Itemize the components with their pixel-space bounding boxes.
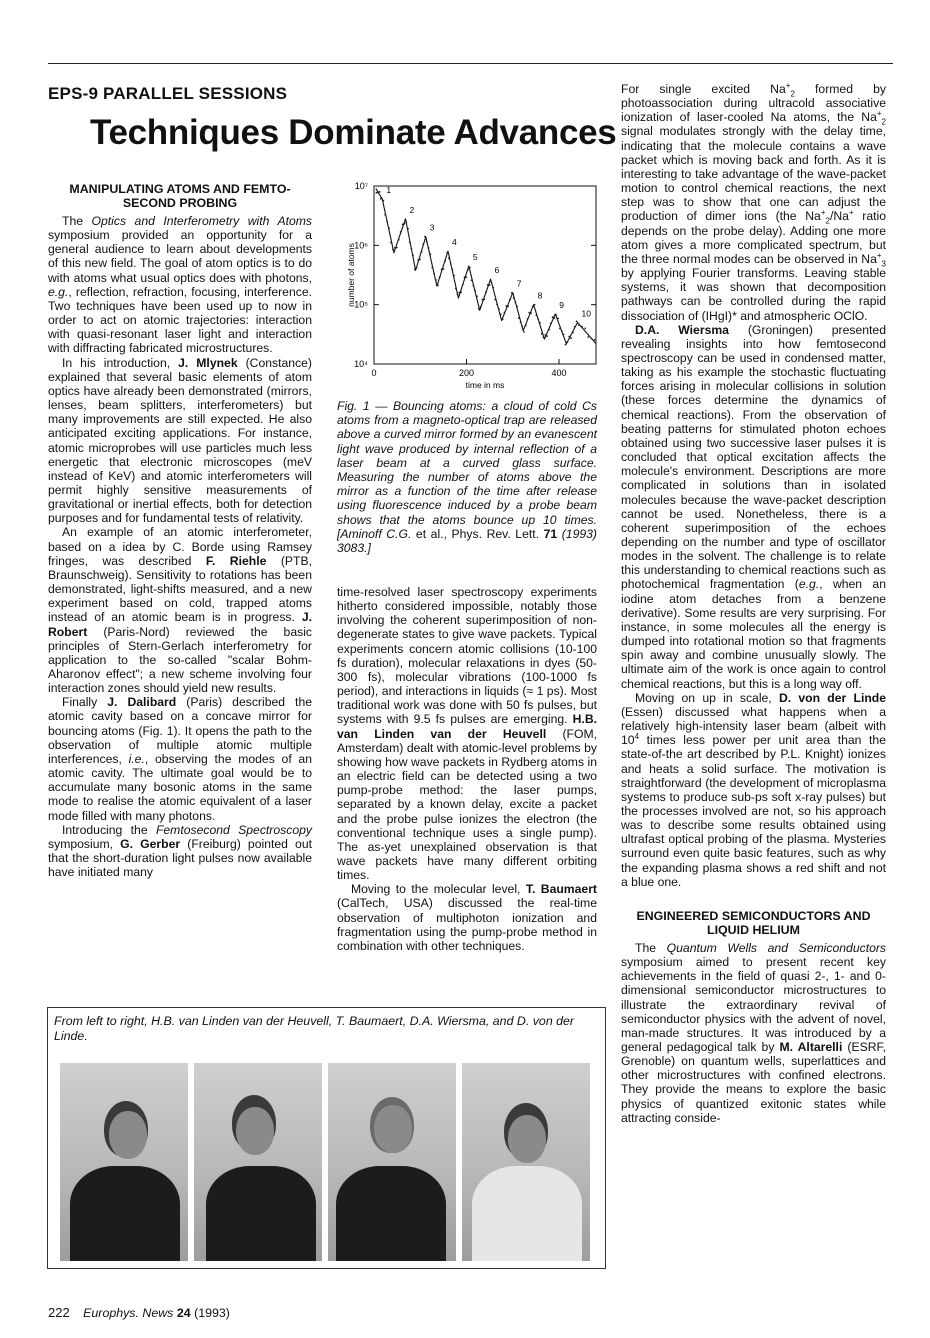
photo-von-der-linde — [462, 1063, 590, 1261]
data-point — [441, 269, 443, 271]
data-point — [513, 297, 515, 299]
data-point — [559, 328, 561, 330]
data-point — [496, 303, 498, 305]
peak-label: 9 — [559, 299, 565, 310]
y-tick-label: 10⁴ — [354, 359, 368, 369]
data-point — [469, 267, 471, 269]
paragraph: In his introduction, J. Mlynek (Constance) explained that several basic elements of atom optics have already been demonstrated (mirrors, lenses, beam splitters, interferometers) but many improvements are still expected. He also anticipated exciting applications. For instance, atomic microprobes will use particles much less energetic that electronic microscopes (meV instead of KeV) and atomic interferometers will permit highly sensitive measurements of gravitational or inertial effects, both for detection purposes and for fundamental tests of relativity. — [48, 355, 312, 526]
data-point — [431, 267, 433, 269]
data-point — [561, 330, 563, 332]
photo-baumaert — [194, 1063, 322, 1261]
peak-label: 1 — [386, 185, 392, 196]
data-point — [541, 333, 543, 335]
column-1 — [48, 182, 312, 879]
data-point — [485, 291, 487, 293]
data-point — [572, 332, 574, 334]
data-point — [557, 318, 559, 320]
data-point — [412, 255, 414, 257]
peak-label: 8 — [537, 290, 543, 301]
y-axis-label: number of atoms — [346, 243, 356, 307]
data-point — [532, 306, 534, 308]
data-point — [518, 317, 520, 319]
data-point — [516, 306, 518, 308]
data-point — [404, 223, 406, 225]
data-point — [444, 260, 446, 262]
data-point — [568, 336, 570, 338]
headline: Techniques Dominate Advances — [90, 113, 617, 152]
data-point — [594, 339, 596, 341]
data-point — [520, 321, 522, 323]
section-heading-semiconductors: ENGINEERED SEMICONDUCTORS AND LIQUID HELIUM — [636, 908, 871, 937]
peak-label: 7 — [516, 278, 522, 289]
data-point — [451, 269, 453, 271]
data-point — [523, 331, 525, 333]
data-point — [527, 318, 529, 320]
column-2 — [337, 585, 597, 953]
data-point — [565, 344, 567, 346]
column-1-body — [48, 214, 312, 879]
data-point — [537, 318, 539, 320]
column-2-body — [337, 585, 597, 953]
data-point — [472, 285, 474, 287]
data-point — [464, 276, 466, 278]
photo-van-linden — [60, 1063, 188, 1261]
data-point — [467, 269, 469, 271]
data-point — [591, 338, 593, 340]
journal-year: (1993) — [194, 1306, 230, 1320]
peak-label: 3 — [429, 222, 435, 233]
data-point — [550, 323, 552, 325]
column-3 — [621, 82, 886, 1125]
data-point — [534, 304, 536, 306]
data-point — [448, 257, 450, 259]
data-point — [566, 341, 568, 343]
data-point — [417, 259, 419, 261]
figure-caption: Fig. 1 — Bouncing atoms: a cloud of cold Cs atoms from a magneto-optical trap are released above a curved mirror formed by an evanescent light wave produced by internal reflection of a laser beam at a curved glass surface. Measuring the number of atoms above the mirror as a function of the time after release using fluorescence induced by a probe beam shows that the atoms bounce up 10 times. [Aminoff C.G. et al., Phys. Rev. Lett. 71 (1993) 3083.] — [337, 399, 597, 556]
data-point — [498, 308, 500, 310]
x-tick-label: 200 — [458, 368, 475, 378]
data-point — [450, 263, 452, 265]
data-point — [502, 318, 504, 320]
y-tick-label: 10⁶ — [354, 240, 368, 251]
top-rule — [48, 63, 893, 64]
data-point — [398, 239, 400, 241]
bouncing-atoms-chart — [340, 178, 605, 393]
paragraph: D.A. Wiersma (Groningen) presented revealing insights into how femtosecond spectroscopy can be used in condensed matter, taking as his example the stochastic fluctuating forces arising in molecular collisions in solution (these forces determine the dynamics of chemical reactions). From the observation of beating patterns for stimulated photon echoes obtained using two successive laser pulses it is concluded that optical excitation affects the molecule's environment. Descriptions are more complicated in solutions than in isolated molecules because the wave-packet description cannot be used. Nonetheless, there is a coherent superimposition of the echoes depending on the number and type of oscillator modes in the solvent. The challenge is to relate this understanding to chemical reactions such as photochemical fragmentation (e.g., when an iodine atom detaches from a benzene derivative). Some results are very surprising. For instance, in some molecules all the energy is dumped into rotational motion so that fragments spin away and combine unusually slowly. The ultimate aim of the work is once again to control chemical reactions, but this is a long way off. — [621, 322, 886, 691]
data-point — [437, 284, 439, 286]
page-footer — [48, 1305, 230, 1320]
data-point — [392, 248, 394, 250]
peak-label: 5 — [472, 251, 478, 262]
data-point — [396, 247, 398, 249]
y-tick-label: 10⁷ — [354, 181, 368, 191]
data-point — [462, 284, 464, 286]
data-point — [483, 299, 485, 301]
data-point — [388, 228, 390, 230]
data-point — [511, 292, 513, 294]
paragraph: time-resolved laser spectroscopy experiments hitherto considered impossible, notably those involving the coherent superimposition of non-degenerate states to give wave packets. Typical experiments concern atomic collisions (10-100 fs duration), molecular relaxations in dyes (50-300 fs), molecular vibrations (100-1000 fs period), and interactions in liquids (≈ 1 ps). Most traditional work was done with 50 fs pulses, but systems with 9.5 fs pulses are emerging. H.B. van Linden van der Heuvell (FOM, Amsterdam) dealt with atomic-level problems by showing how wave packets in Rydberg atoms in an electric field can be detected using a two pump-probe method: the laser pumps, separated by a known delay, excite a packet and the probe pulse ionizes the electron (the conventional technique uses a single pump). The as-yet unexplained observation is that wave packets have many different orbiting times. — [337, 585, 597, 883]
data-point — [539, 322, 541, 324]
paragraph: Moving on up in scale, D. von der Linde (Essen) discussed what happens when a relatively high-intensity laser beam (albeit with $10^4$ times less power per unit area than the state-of-the art described by P.L. Knight) ionizes and heats a solid surface. The motivation is straightforward (the development of microplasma systems to produce sub-ps soft x-ray pulses) but the processes involved are not, so his approach was to describe some results obtained using ultrafast optical probing of the plasma. Mysteries surround even quite basic features, such as why the expanding plasma shows a red shift and not a blue one. — [621, 690, 887, 889]
data-point — [433, 273, 435, 275]
x-tick-label: 0 — [371, 368, 377, 378]
data-point — [478, 308, 480, 310]
data-point — [465, 276, 467, 278]
data-point — [460, 291, 462, 293]
x-tick-label: 400 — [551, 368, 567, 378]
data-point — [494, 299, 496, 301]
page-number: 222 — [48, 1305, 70, 1320]
data-point — [381, 197, 383, 199]
data-point — [535, 315, 537, 317]
peak-label: 10 — [581, 308, 591, 319]
data-point — [446, 252, 448, 254]
data-point — [379, 191, 381, 193]
section-label: EPS-9 PARALLEL SESSIONS — [48, 84, 288, 103]
paragraph: Moving to the molecular level, T. Baumaert (CalTech, USA) discussed the real-time observation of multiphoton ionization and fragmentation using the pump-probe method in combination with other techniques. — [337, 882, 597, 953]
data-point — [419, 259, 421, 261]
section-heading-atoms: MANIPULATING ATOMS AND FEMTO-SECOND PROBING — [69, 182, 291, 210]
data-point — [548, 329, 550, 331]
data-point — [400, 231, 402, 233]
paragraph: Finally J. Dalibard (Paris) described the atomic cavity based on a concave mirror for bouncing atoms (Fig. 1). It opens the path to the observation of multiple atomic multiple interferences, i.e., observing the modes of an atomic cavity. The ultimate goal would be to accumulate many bosonic atoms in the same mode to realise the atomic equivalent of a laser mode filled with many photons. — [48, 695, 313, 823]
data-point — [487, 284, 489, 286]
data-point — [584, 328, 586, 330]
paragraph: Introducing the Femtosecond Spectroscopy symposium, G. Gerber (Freiburg) pointed out that the short-duration light pulses now available have initiated many — [48, 822, 312, 880]
data-point — [394, 247, 396, 249]
data-point — [521, 326, 523, 328]
journal-name: Europhys. News — [83, 1306, 174, 1320]
peak-label: 2 — [409, 204, 415, 215]
data-point — [430, 253, 432, 255]
data-point — [576, 321, 578, 323]
data-point — [439, 276, 441, 278]
data-point — [424, 236, 426, 238]
data-point — [382, 200, 384, 202]
data-point — [546, 335, 548, 337]
data-point — [480, 306, 482, 308]
data-point — [482, 299, 484, 301]
paragraph: The Quantum Wells and Semiconductors symposium aimed to present recent key achievements in the field of quasi 2-, 1- and 0-dimensional semiconductor microstructures to illustrate the extraordinary revival of semiconductor physics with the advent of novel, man-made structures. It was introduced by a general pedagogical talk by M. Altarelli (ESRF, Grenoble) on quantum wells, superlattices and other microstructures with confined electrons. They provide the means to explore the basic physics of quantized exitonic states while attracting conside- — [621, 940, 887, 1125]
data-point — [453, 275, 455, 277]
column-3-body-2 — [621, 941, 886, 1125]
data-point — [409, 242, 411, 244]
data-point — [500, 313, 502, 315]
data-point — [443, 268, 445, 270]
data-point — [411, 248, 413, 250]
photo-caption: From left to right, H.B. van Linden van der Heuvell, T. Baumaert, D.A. Wiersma, and D. von der Linde. — [54, 1014, 575, 1043]
data-point — [509, 299, 511, 301]
data-point — [426, 241, 428, 243]
data-point — [384, 214, 386, 216]
data-point — [544, 334, 546, 336]
data-point — [570, 337, 572, 339]
x-axis-label: time in ms — [465, 380, 505, 390]
data-point — [474, 290, 476, 292]
data-point — [435, 279, 437, 281]
data-point — [492, 287, 494, 289]
paragraph: An example of an atomic interferometer, based on a idea by C. Borde using Ramsey fringes, was described F. Riehle (PTB, Braunschweig). Sensitivity to rotations has been demonstrated, light-shifts measured, and a new experiment based on cold, trapped atoms instead of an atomic beam is in progress. J. Robert (Paris-Nord) reviewed the basic principles of Stern-Gerlach interferometry for application to the so-called "scalar Bohm-Aharonov effect"; a new scheme involving four interaction zones should yield new results. — [48, 525, 312, 696]
data-point — [525, 324, 527, 326]
data-point — [581, 326, 583, 328]
data-point — [530, 312, 532, 314]
paragraph: The Optics and Interferometry with Atoms symposium provided an opportunity for a general audience to learn about developments of this new field. The goal of atom optics is to do with atoms what usual optics does with photons, e.g., reflection, refraction, focusing, interference. Two techniques have been used up to now in order to act on atomic trajectories: interaction with quasi-resonant laser light and interaction with diffracting fabricated microstructures. — [48, 214, 312, 356]
data-point — [507, 306, 509, 308]
data-point — [386, 221, 388, 223]
data-point — [504, 312, 506, 314]
journal-volume: 24 — [176, 1306, 191, 1320]
data-point — [458, 292, 460, 294]
data-point — [471, 279, 473, 281]
data-point — [405, 221, 407, 223]
data-point — [416, 267, 418, 269]
data-point — [574, 326, 576, 328]
data-point — [543, 336, 545, 338]
data-point — [528, 312, 530, 314]
data-point — [455, 288, 457, 290]
data-point — [390, 242, 392, 244]
peak-label: 4 — [452, 237, 457, 248]
data-point — [476, 295, 478, 297]
data-point — [428, 247, 430, 249]
data-point — [421, 251, 423, 253]
data-point — [422, 243, 424, 245]
data-point — [414, 269, 416, 271]
data-point — [563, 334, 565, 336]
data-point — [552, 316, 554, 318]
peak-label: 6 — [494, 265, 500, 276]
photo-panel — [47, 1007, 606, 1269]
column-3-body — [621, 82, 886, 889]
data-point — [587, 336, 589, 338]
data-point — [578, 324, 580, 326]
data-point — [491, 282, 493, 284]
photo-wiersma — [328, 1063, 456, 1261]
data-point — [515, 301, 517, 303]
data-point — [554, 317, 556, 319]
data-point — [457, 293, 459, 295]
data-point — [505, 305, 507, 307]
data-point — [555, 314, 557, 316]
y-tick-label: 10⁵ — [354, 299, 368, 310]
data-point — [402, 224, 404, 226]
data-point — [489, 284, 491, 286]
plot-frame — [374, 186, 596, 364]
paragraph: For single excited $Na^+_2$ formed by photoassociation during ultracold associative ionization of laser-cooled Na atoms, the $Na^+_2$ signal modulates strongly with the delay time, indicating that the molecule contains a wave packet which is moving back and forth. As it is interesting to take advantage of the wave-packet motion to control chemical reactions, the next step was to show that one can adjust the production of dimer ions (the $Na^+_2/Na^+$ ratio depends on the probe delay). Adding one more atom gives a more complicated spectrum, but the three normal modes can be observed in $Na^+_3$ by applying Fourier transforms. Leaving stable systems, it was shown that decomposition pathways can be controlled during the rapid dissociation of (IHgI)* and atmospheric OClO. — [621, 80, 886, 323]
data-point — [407, 228, 409, 230]
